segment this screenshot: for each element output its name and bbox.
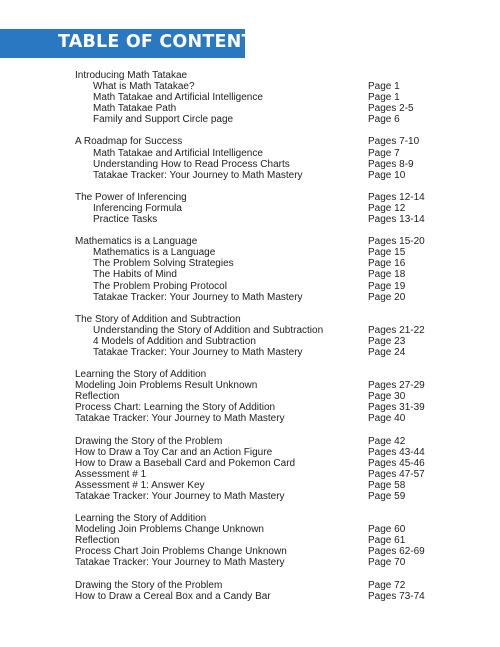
toc-entry-page: Page 60 (368, 524, 406, 536)
toc-entry-page: Page 24 (368, 346, 406, 358)
toc-entry-title: Drawing the Story of the Problem (75, 579, 223, 591)
toc-entry (75, 203, 450, 214)
toc-entry-page: Pages 21-22 (368, 324, 425, 336)
toc-entry (75, 70, 450, 81)
toc-entry-page: Page 20 (368, 291, 406, 303)
toc-entry-title: Assessment # 1 (75, 468, 147, 480)
toc-entry (75, 214, 450, 225)
toc-entry (75, 314, 450, 325)
toc-entry-title: Tatakae Tracker: Your Journey to Math Mastery (93, 346, 303, 358)
toc-entry-title: Modeling Join Problems Result Unknown (75, 380, 258, 392)
toc-entry-page: Pages 62-69 (368, 546, 425, 558)
toc-entry-title: 4 Models of Addition and Subtraction (93, 335, 256, 347)
page-title: TABLE OF CONTENTS (58, 32, 267, 52)
toc-section (75, 192, 450, 225)
toc-entry-title: Reflection (75, 391, 120, 403)
toc-entry-title: Process Chart: Learning the Story of Addition (75, 402, 276, 414)
toc-entry (75, 513, 450, 524)
toc-entry-page: Pages 15-20 (368, 236, 425, 248)
toc-entry (75, 369, 450, 380)
toc-entry-page: Pages 27-29 (368, 380, 425, 392)
toc-entry-page: Page 30 (368, 391, 406, 403)
toc-entry-title: The Habits of Mind (93, 269, 177, 281)
toc-entry-title: Process Chart Join Problems Change Unknown (75, 546, 287, 558)
toc-entry-title: How to Draw a Toy Car and an Action Figure (75, 446, 273, 458)
toc-entry-title: Math Tatakae Path (93, 103, 177, 115)
toc-entry-title: Understanding How to Read Process Charts (93, 158, 290, 170)
toc-entry-page: Pages 73-74 (368, 590, 425, 602)
toc-entry-page: Page 61 (368, 535, 406, 547)
toc-entry (75, 148, 450, 159)
title-banner (0, 29, 267, 58)
toc-entry (75, 491, 450, 502)
toc-entry (75, 81, 450, 92)
toc-entry-title: Understanding the Story of Addition and Subtraction (93, 324, 324, 336)
toc-entry-page: Pages 45-46 (368, 457, 425, 469)
toc-entry-title: The Power of Inferencing (75, 191, 187, 203)
toc-entry-page: Page 72 (368, 579, 406, 591)
toc-entry-title: Family and Support Circle page (93, 114, 234, 126)
toc-entry-title: Math Tatakae and Artificial Intelligence (93, 147, 263, 159)
toc-entry-page: Page 42 (368, 435, 406, 447)
toc-entry (75, 269, 450, 280)
toc-entry-page: Page 10 (368, 169, 406, 181)
toc-entry-title: Inferencing Formula (93, 202, 182, 214)
toc-entry (75, 347, 450, 358)
toc-entry-title: The Problem Probing Protocol (93, 280, 227, 292)
toc-entry-title: Introducing Math Tatakae (75, 70, 188, 81)
toc-entry (75, 469, 450, 480)
toc-entry-title: Mathematics is a Language (93, 247, 216, 259)
toc-entry-page: Page 7 (368, 147, 400, 159)
toc-entry-page: Page 1 (368, 81, 400, 93)
toc-section (75, 436, 450, 503)
toc-entry-page: Page 12 (368, 202, 406, 214)
toc-entry (75, 413, 450, 424)
toc-entry-page: Pages 31-39 (368, 402, 425, 414)
toc-entry-page: Page 59 (368, 491, 406, 502)
toc-entry (75, 391, 450, 402)
toc-entry (75, 402, 450, 413)
toc-entry (75, 281, 450, 292)
toc-entry (75, 436, 450, 447)
toc-entry-title: Tatakae Tracker: Your Journey to Math Mastery (75, 491, 285, 502)
toc-entry-title: A Roadmap for Success (75, 136, 183, 148)
toc-entry (75, 580, 450, 591)
toc-entry (75, 325, 450, 336)
toc-entry-title: The Story of Addition and Subtraction (75, 313, 241, 325)
toc-entry (75, 236, 450, 247)
toc-entry-page: Page 40 (368, 413, 406, 425)
toc-entry (75, 591, 450, 602)
toc-entry-page: Page 23 (368, 335, 406, 347)
toc-entry-title: Drawing the Story of the Problem (75, 435, 223, 447)
toc-entry-title: Mathematics is a Language (75, 236, 198, 248)
toc-entry (75, 524, 450, 535)
toc-entry (75, 103, 450, 114)
toc-entry (75, 458, 450, 469)
toc-entry (75, 92, 450, 103)
toc-entry-title: Tatakae Tracker: Your Journey to Math Mastery (93, 291, 303, 303)
toc-entry-page: Pages 7-10 (368, 136, 420, 148)
toc-entry (75, 535, 450, 546)
toc-entry-title: Assessment # 1: Answer Key (75, 479, 205, 491)
toc-entry (75, 170, 450, 181)
toc-section (75, 580, 450, 602)
toc-entry (75, 480, 450, 491)
toc-entry-page: Pages 43-44 (368, 446, 425, 458)
toc-entry-title: Learning the Story of Addition (75, 369, 207, 381)
toc-entry (75, 447, 450, 458)
toc-entry (75, 292, 450, 303)
toc-entry-page: Page 1 (368, 92, 400, 104)
toc-entry (75, 159, 450, 170)
toc-entry-title: How to Draw a Cereal Box and a Candy Bar (75, 590, 271, 602)
toc-entry-page: Page 70 (368, 557, 406, 569)
toc-entry-page: Pages 8-9 (368, 158, 414, 170)
toc-section (75, 314, 450, 358)
toc-entry-page: Pages 13-14 (368, 214, 425, 226)
toc-entry-title: How to Draw a Baseball Card and Pokemon Card (75, 457, 296, 469)
table-of-contents (75, 70, 450, 613)
toc-entry (75, 192, 450, 203)
toc-entry (75, 136, 450, 147)
toc-entry-title: Tatakae Tracker: Your Journey to Math Mastery (75, 557, 285, 569)
toc-entry (75, 546, 450, 557)
toc-section (75, 136, 450, 180)
toc-entry-page: Pages 2-5 (368, 103, 414, 115)
toc-section (75, 70, 450, 125)
toc-section (75, 369, 450, 424)
toc-entry-title: Tatakae Tracker: Your Journey to Math Mastery (93, 169, 303, 181)
toc-entry-title: Modeling Join Problems Change Unknown (75, 524, 264, 536)
toc-entry (75, 114, 450, 125)
toc-entry-page: Pages 47-57 (368, 468, 425, 480)
toc-entry-page: Page 18 (368, 269, 406, 281)
toc-entry-title: Practice Tasks (93, 214, 158, 226)
toc-entry-title: What is Math Tatakae? (93, 81, 195, 93)
toc-section (75, 513, 450, 568)
toc-entry (75, 336, 450, 347)
toc-entry-title: Learning the Story of Addition (75, 513, 207, 525)
toc-entry-page: Page 16 (368, 258, 406, 270)
toc-entry-title: Reflection (75, 535, 120, 547)
toc-entry (75, 380, 450, 391)
toc-entry-page: Page 58 (368, 479, 406, 491)
toc-entry-title: Math Tatakae and Artificial Intelligence (93, 92, 263, 104)
toc-entry-page: Page 15 (368, 247, 406, 259)
toc-entry-page: Page 19 (368, 280, 406, 292)
toc-section (75, 236, 450, 303)
toc-entry-page: Page 6 (368, 114, 400, 126)
toc-entry-title: Tatakae Tracker: Your Journey to Math Mastery (75, 413, 285, 425)
toc-entry (75, 247, 450, 258)
toc-entry (75, 557, 450, 568)
toc-entry-title: The Problem Solving Strategies (93, 258, 234, 270)
toc-entry (75, 258, 450, 269)
toc-entry-page: Pages 12-14 (368, 191, 425, 203)
